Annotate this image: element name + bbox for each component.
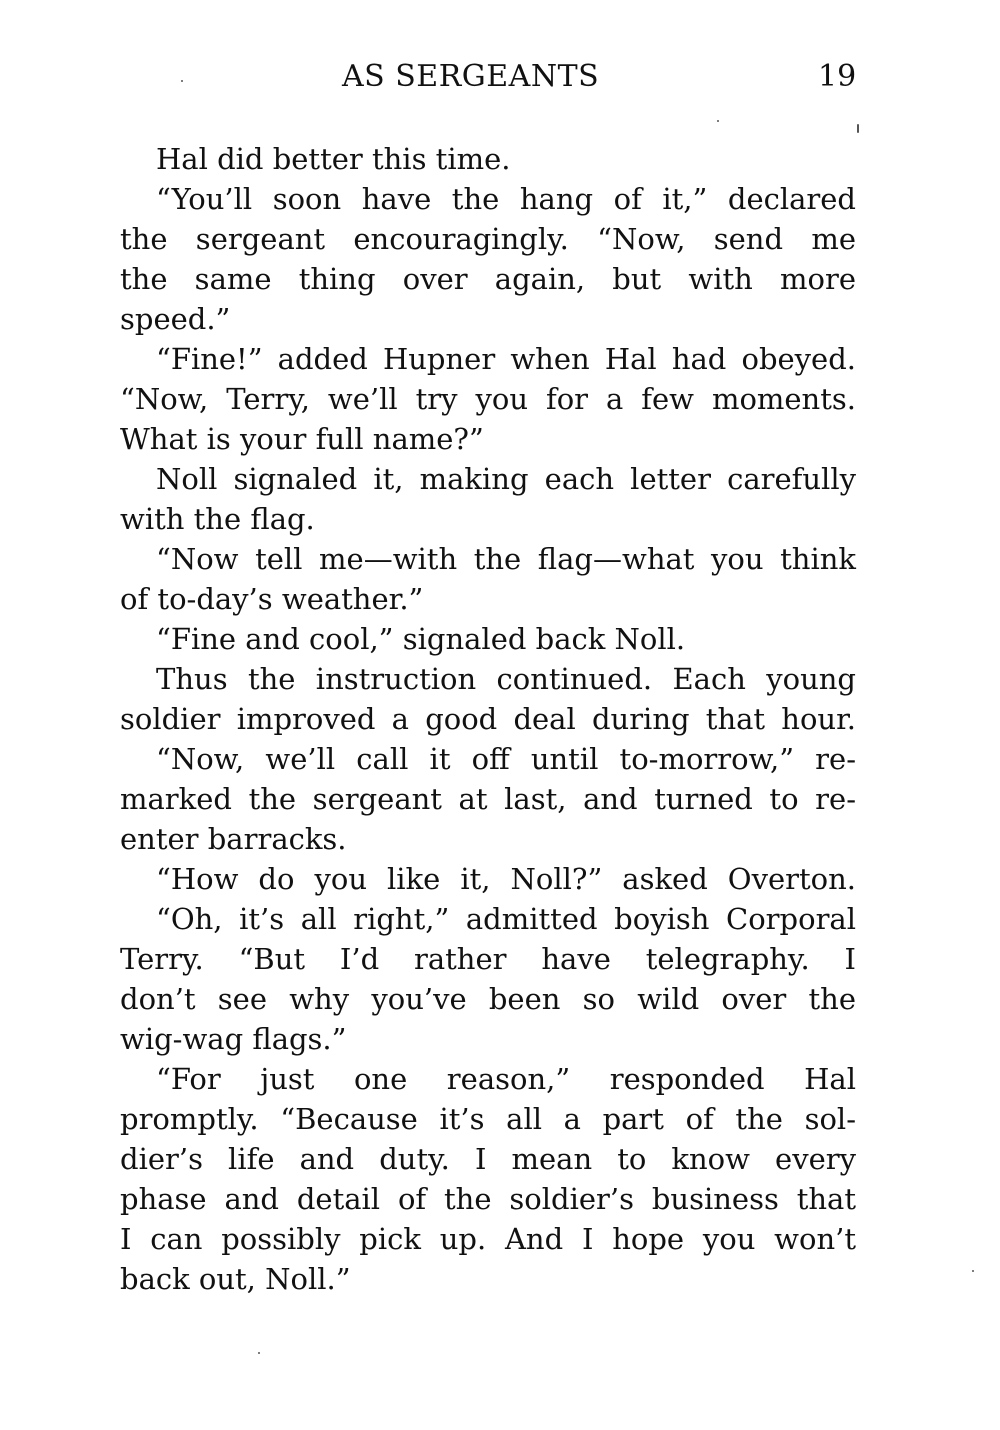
print-speck <box>972 1270 974 1272</box>
running-title: AS SERGEANTS <box>342 59 600 94</box>
text-line: I can possibly pick up. And I hope you won’t <box>120 1222 856 1256</box>
page-number: 19 <box>818 59 857 94</box>
text-line: enter barracks. <box>120 822 347 856</box>
text-line: What is your full name?” <box>120 422 484 456</box>
text-line: soldier improved a good deal during that hour. <box>120 702 856 736</box>
text-line: “Fine!” added Hupner when Hal had obeyed. <box>156 342 856 376</box>
text-line: “You’ll soon have the hang of it,” declared <box>156 182 856 216</box>
text-line: back out, Noll.” <box>120 1262 351 1296</box>
print-speck <box>181 80 183 82</box>
text-line: the sergeant encouragingly. “Now, send me <box>120 222 856 256</box>
text-line: with the flag. <box>120 502 315 536</box>
body-text <box>120 139 856 1299</box>
print-speck <box>857 124 859 133</box>
text-line: “Oh, it’s all right,” admitted boyish Corporal <box>156 902 856 936</box>
text-line: “Now tell me—with the flag—what you think <box>156 542 856 576</box>
text-line: marked the sergeant at last, and turned to re- <box>120 782 856 816</box>
text-line: Noll signaled it, making each letter carefully <box>156 462 856 496</box>
text-line: Thus the instruction continued. Each young <box>156 662 856 696</box>
text-line: dier’s life and duty. I mean to know every <box>120 1142 856 1176</box>
running-head <box>0 55 1000 103</box>
text-line: Terry. “But I’d rather have telegraphy. I <box>120 942 856 976</box>
text-line: “Fine and cool,” signaled back Noll. <box>156 622 686 656</box>
text-line: the same thing over again, but with more <box>120 262 856 296</box>
print-speck <box>258 1352 260 1354</box>
text-line: “How do you like it, Noll?” asked Overton. <box>156 862 856 896</box>
text-line: phase and detail of the soldier’s business that <box>120 1182 856 1216</box>
text-line: wig-wag flags.” <box>120 1022 347 1056</box>
text-line: “Now, Terry, we’ll try you for a few moments. <box>120 382 856 416</box>
text-line: Hal did better this time. <box>156 142 511 176</box>
text-line: promptly. “Because it’s all a part of the sol- <box>120 1102 856 1136</box>
print-speck <box>717 120 719 122</box>
text-line: “Now, we’ll call it off until to-morrow,” re- <box>156 742 856 776</box>
text-line: of to-day’s weather.” <box>120 582 424 616</box>
text-line: don’t see why you’ve been so wild over the <box>120 982 856 1016</box>
text-line: speed.” <box>120 302 231 336</box>
text-line: “For just one reason,” responded Hal <box>156 1062 856 1096</box>
